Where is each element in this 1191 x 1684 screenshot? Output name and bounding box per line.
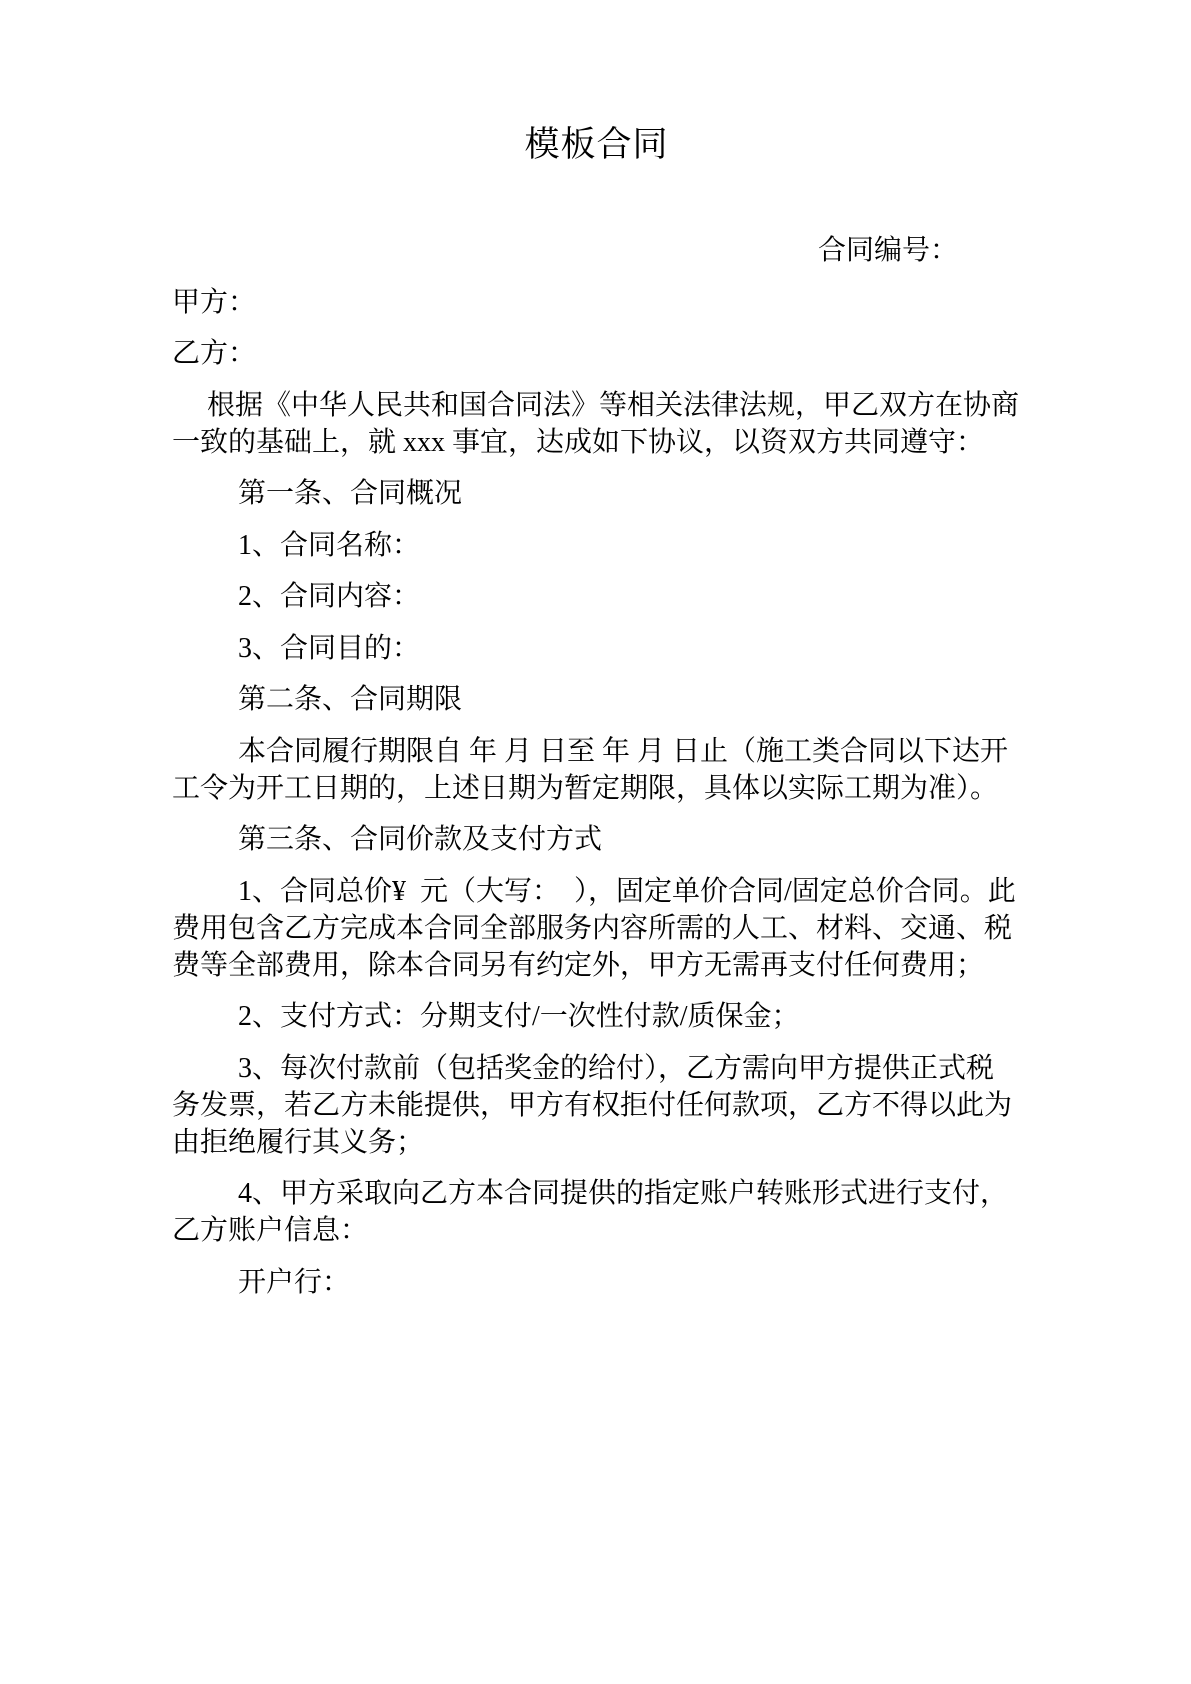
contract-number-label: 合同编号： <box>818 235 959 266</box>
document-title: 模板合同 <box>524 125 669 164</box>
article-1-item-contract-purpose: 3、合同目的： <box>238 632 421 664</box>
article-1-item-contract-content: 2、合同内容： <box>238 581 421 612</box>
article-1-item-contract-name: 1、合同名称： <box>238 529 421 561</box>
article-1-heading: 第一条、合同概况 <box>238 478 463 509</box>
article-3-paragraph-payment-method: 2、支付方式：分期支付/一次性付款/质保金； <box>238 1001 800 1032</box>
article-2-heading: 第二条、合同期限 <box>238 684 463 715</box>
bank-label: 开户行： <box>238 1266 351 1298</box>
article-2-paragraph-term: 本合同履行期限自 年 月 日至 年 月 日止（施工类合同以下达开工令为开工日期的，上述日期为暂定期限，具体以实际工期为准）。 <box>172 735 1009 804</box>
article-3-heading: 第三条、合同价款及支付方式 <box>238 824 603 855</box>
article-3-paragraph-invoice: 3、每次付款前（包括奖金的给付），乙方需向甲方提供正式税务发票，若乙方未能提供，甲方有权拒付任何款项，乙方不得以此为由拒绝履行其义务； <box>172 1052 1013 1158</box>
party-a-label: 甲方： <box>172 286 257 318</box>
preamble-paragraph: 根据《中华人民共和国合同法》等相关法律法规，甲乙双方在协商一致的基础上，就 xxx 事宜，达成如下协议，以资双方共同遵守： <box>172 389 1020 458</box>
article-3-paragraph-transfer: 4、甲方采取向乙方本合同提供的指定账户转账形式进行支付，乙方账户信息： <box>172 1178 1009 1246</box>
article-3-paragraph-total-price: 1、合同总价¥ 元（大写： ），固定单价合同/固定总价合同。此费用包含乙方完成本合同全部服务内容所需的人工、材料、交通、税费等全部费用，除本合同另有约定外，甲方无需再支付任何费用； <box>172 875 1016 981</box>
party-b-label: 乙方： <box>172 338 257 369</box>
